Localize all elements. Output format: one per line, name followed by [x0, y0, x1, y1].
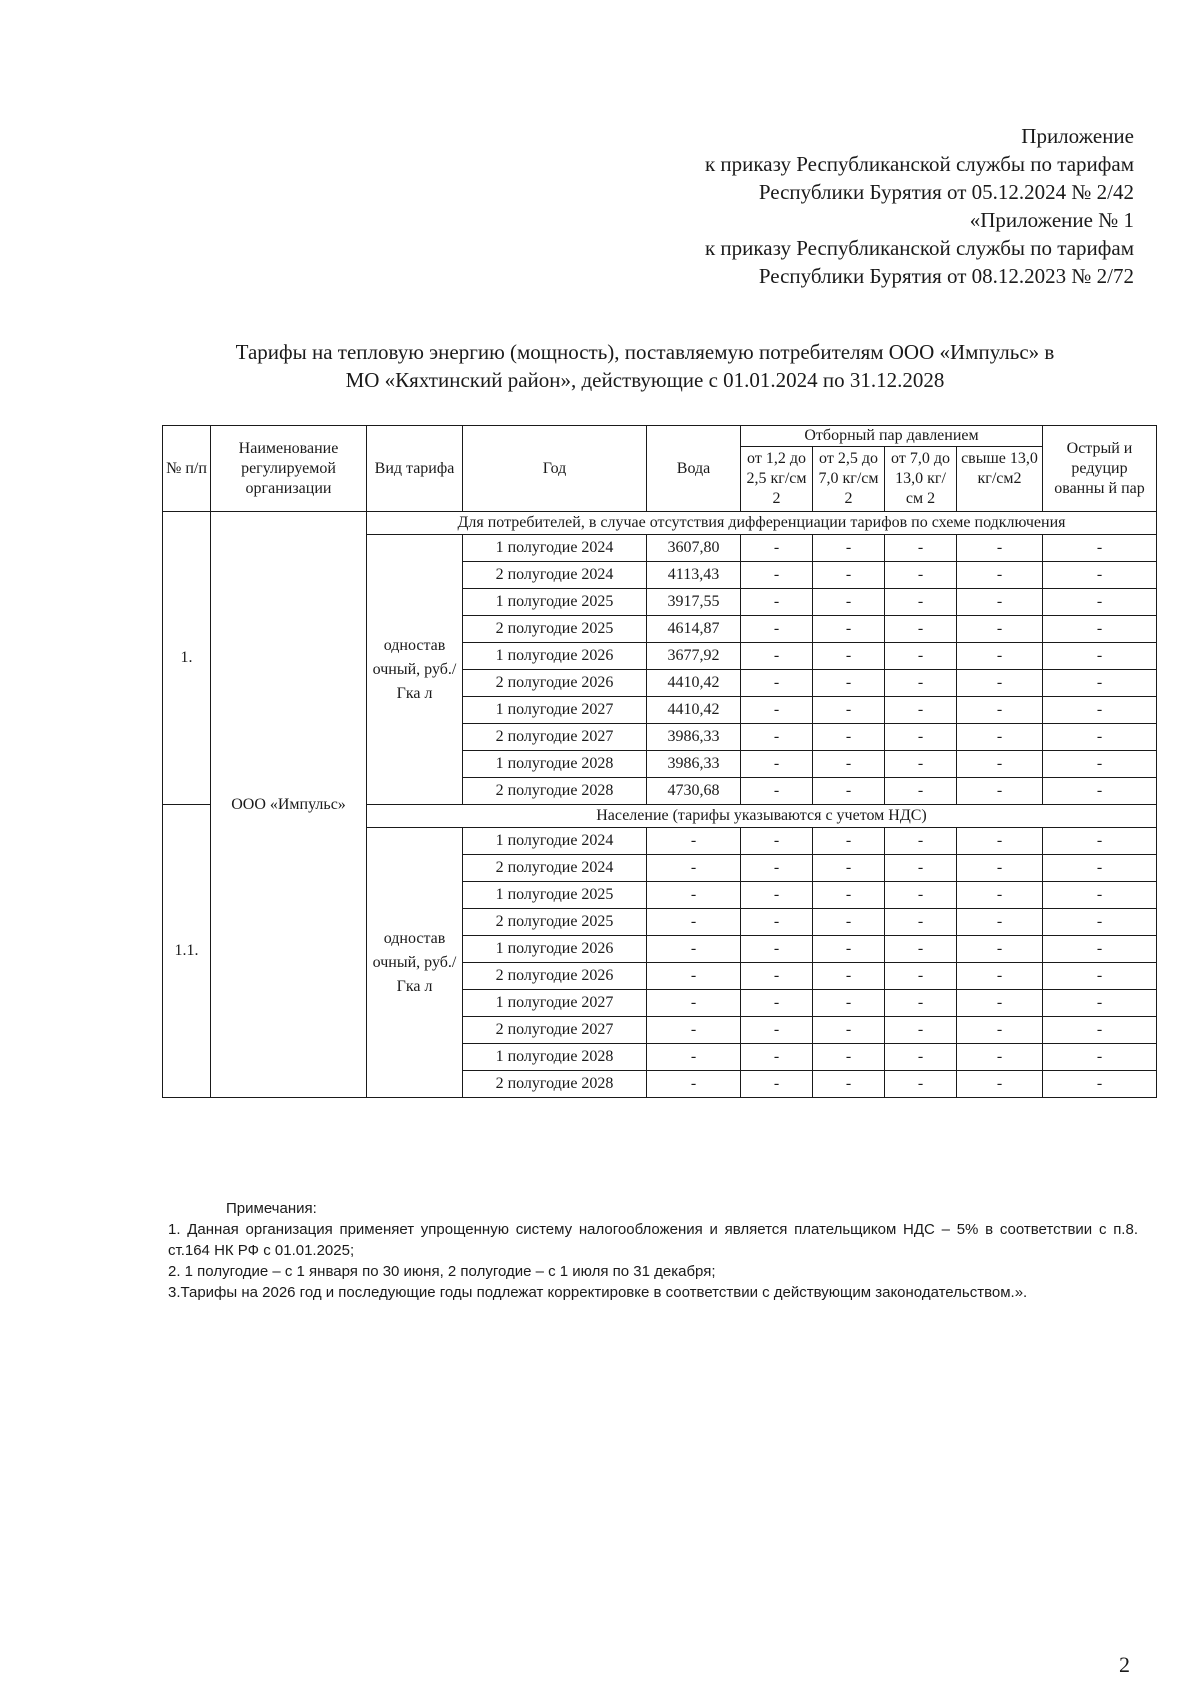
sharp-steam-cell: -: [1043, 1017, 1157, 1044]
steam1-cell: -: [741, 1044, 813, 1071]
steam2-cell: -: [813, 670, 885, 697]
sharp-steam-cell: -: [1043, 855, 1157, 882]
water-cell: -: [647, 990, 741, 1017]
steam4-cell: -: [957, 1017, 1043, 1044]
water-cell: -: [647, 1017, 741, 1044]
period-cell: 2 полугодие 2028: [463, 778, 647, 805]
page-number: 2: [1119, 1652, 1130, 1677]
steam2-cell: -: [813, 616, 885, 643]
steam1-cell: -: [741, 882, 813, 909]
steam2-cell: -: [813, 589, 885, 616]
steam1-cell: -: [741, 909, 813, 936]
steam1-cell: -: [741, 697, 813, 724]
steam3-cell: -: [885, 562, 957, 589]
steam3-cell: -: [885, 670, 957, 697]
steam1-cell: -: [741, 855, 813, 882]
period-cell: 2 полугодие 2024: [463, 855, 647, 882]
category-row: [163, 512, 1157, 535]
period-cell: 1 полугодие 2024: [463, 535, 647, 562]
water-cell: 4113,43: [647, 562, 741, 589]
sharp-steam-cell: -: [1043, 963, 1157, 990]
sharp-steam-cell: -: [1043, 1071, 1157, 1098]
water-cell: 4614,87: [647, 616, 741, 643]
steam3-cell: -: [885, 697, 957, 724]
water-cell: -: [647, 1071, 741, 1098]
sharp-steam-cell: -: [1043, 909, 1157, 936]
notes: [168, 1198, 1138, 1303]
period-cell: 2 полугодие 2026: [463, 963, 647, 990]
sharp-steam-cell: -: [1043, 643, 1157, 670]
note-item: 3.Тарифы на 2026 год и последующие годы подлежат корректировке в соответствии с действующим законодательством.».: [168, 1284, 1028, 1301]
period-cell: 2 полугодие 2025: [463, 909, 647, 936]
period-cell: 1 полугодие 2025: [463, 882, 647, 909]
tariff-table: [162, 425, 1157, 1098]
steam1-cell: -: [741, 562, 813, 589]
steam2-cell: -: [813, 643, 885, 670]
sharp-steam-cell: -: [1043, 589, 1157, 616]
note-item: 2. 1 полугодие – с 1 января по 30 июня, 2 полугодие – с 1 июля по 31 декабря;: [168, 1263, 716, 1280]
steam4-cell: -: [957, 535, 1043, 562]
steam4-cell: -: [957, 936, 1043, 963]
water-cell: -: [647, 936, 741, 963]
steam3-cell: -: [885, 643, 957, 670]
water-cell: 4410,42: [647, 670, 741, 697]
water-cell: 3986,33: [647, 724, 741, 751]
water-cell: -: [647, 1044, 741, 1071]
steam2-cell: -: [813, 828, 885, 855]
period-cell: 1 полугодие 2025: [463, 589, 647, 616]
steam1-cell: -: [741, 751, 813, 778]
header-steam2: от 2,5 до 7,0 кг/см 2: [813, 447, 885, 512]
steam3-cell: -: [885, 882, 957, 909]
steam4-cell: -: [957, 963, 1043, 990]
steam3-cell: -: [885, 963, 957, 990]
header-steam-group: Отборный пар давлением: [741, 426, 1043, 447]
steam2-cell: -: [813, 562, 885, 589]
category-label: Население (тарифы указываются с учетом НДС): [367, 805, 1157, 828]
period-cell: 1 полугодие 2024: [463, 828, 647, 855]
sharp-steam-cell: -: [1043, 828, 1157, 855]
period-cell: 1 полугодие 2027: [463, 990, 647, 1017]
period-cell: 1 полугодие 2028: [463, 751, 647, 778]
sharp-steam-cell: -: [1043, 670, 1157, 697]
sharp-steam-cell: -: [1043, 778, 1157, 805]
sharp-steam-cell: -: [1043, 990, 1157, 1017]
period-cell: 2 полугодие 2024: [463, 562, 647, 589]
period-cell: 2 полугодие 2028: [463, 1071, 647, 1098]
steam3-cell: -: [885, 1017, 957, 1044]
steam3-cell: -: [885, 751, 957, 778]
steam1-cell: -: [741, 589, 813, 616]
steam2-cell: -: [813, 936, 885, 963]
header-org: Наименование регулируемой организации: [211, 426, 367, 512]
steam4-cell: -: [957, 882, 1043, 909]
sharp-steam-cell: -: [1043, 936, 1157, 963]
water-cell: -: [647, 882, 741, 909]
tariff-kind: одностав очный, руб./Гка л: [367, 535, 463, 805]
category-label: Для потребителей, в случае отсутствия дифференциации тарифов по схеме подключения: [367, 512, 1157, 535]
header-year: Год: [463, 426, 647, 512]
steam3-cell: -: [885, 778, 957, 805]
water-cell: 3677,92: [647, 643, 741, 670]
sharp-steam-cell: -: [1043, 882, 1157, 909]
header-line: Приложение: [1021, 124, 1134, 148]
steam3-cell: -: [885, 535, 957, 562]
period-cell: 2 полугодие 2025: [463, 616, 647, 643]
steam1-cell: -: [741, 724, 813, 751]
table-body: [163, 426, 1157, 1098]
steam3-cell: -: [885, 828, 957, 855]
sharp-steam-cell: -: [1043, 697, 1157, 724]
water-cell: -: [647, 828, 741, 855]
document-title: [140, 338, 1150, 394]
period-cell: 2 полугодие 2027: [463, 724, 647, 751]
water-cell: 4730,68: [647, 778, 741, 805]
sharp-steam-cell: -: [1043, 1044, 1157, 1071]
header-steam1: от 1,2 до 2,5 кг/см 2: [741, 447, 813, 512]
steam1-cell: -: [741, 616, 813, 643]
header-steam4: свыше 13,0 кг/см2: [957, 447, 1043, 512]
steam2-cell: -: [813, 1017, 885, 1044]
header-steam3: от 7,0 до 13,0 кг/см 2: [885, 447, 957, 512]
organization-name: ООО «Импульс»: [211, 512, 367, 1098]
steam2-cell: -: [813, 1071, 885, 1098]
steam4-cell: -: [957, 724, 1043, 751]
tariff-kind: одностав очный, руб./Гка л: [367, 828, 463, 1098]
header-line: к приказу Республиканской службы по тарифам: [704, 152, 1134, 176]
steam4-cell: -: [957, 751, 1043, 778]
sharp-steam-cell: -: [1043, 616, 1157, 643]
steam3-cell: -: [885, 990, 957, 1017]
steam2-cell: -: [813, 535, 885, 562]
steam4-cell: -: [957, 1044, 1043, 1071]
steam2-cell: -: [813, 724, 885, 751]
steam1-cell: -: [741, 643, 813, 670]
sharp-steam-cell: -: [1043, 724, 1157, 751]
header-line: Республики Бурятия от 05.12.2024 № 2/42: [758, 180, 1134, 204]
water-cell: 3986,33: [647, 751, 741, 778]
steam4-cell: -: [957, 670, 1043, 697]
period-cell: 1 полугодие 2028: [463, 1044, 647, 1071]
period-cell: 1 полугодие 2026: [463, 643, 647, 670]
appendix-header: [705, 122, 1134, 290]
water-cell: 4410,42: [647, 697, 741, 724]
steam3-cell: -: [885, 1071, 957, 1098]
steam4-cell: -: [957, 909, 1043, 936]
note-item: 1. Данная организация применяет упрощенную систему налогообложения и является плательщиком НДС – 5% в соответствии с п.8. ст.164 НК РФ с 01.01.2025;: [168, 1221, 1138, 1259]
header-water: Вода: [647, 426, 741, 512]
header-sharp: Острый и редуцир ованны й пар: [1043, 426, 1157, 512]
steam3-cell: -: [885, 936, 957, 963]
steam2-cell: -: [813, 882, 885, 909]
steam3-cell: -: [885, 589, 957, 616]
steam4-cell: -: [957, 778, 1043, 805]
steam4-cell: -: [957, 697, 1043, 724]
notes-heading: Примечания:: [226, 1200, 317, 1217]
period-cell: 2 полугодие 2027: [463, 1017, 647, 1044]
header-line: к приказу Республиканской службы по тарифам: [704, 236, 1134, 260]
steam2-cell: -: [813, 778, 885, 805]
steam3-cell: -: [885, 855, 957, 882]
sharp-steam-cell: -: [1043, 535, 1157, 562]
steam3-cell: -: [885, 909, 957, 936]
title-line-1: Тарифы на тепловую энергию (мощность), поставляемую потребителям ООО «Импульс» в: [235, 340, 1055, 364]
steam4-cell: -: [957, 990, 1043, 1017]
steam4-cell: -: [957, 616, 1043, 643]
row-number: 1.1.: [163, 805, 211, 1098]
steam2-cell: -: [813, 909, 885, 936]
row-number: 1.: [163, 512, 211, 805]
water-cell: 3607,80: [647, 535, 741, 562]
sharp-steam-cell: -: [1043, 751, 1157, 778]
water-cell: 3917,55: [647, 589, 741, 616]
period-cell: 2 полугодие 2026: [463, 670, 647, 697]
steam4-cell: -: [957, 589, 1043, 616]
steam1-cell: -: [741, 778, 813, 805]
steam3-cell: -: [885, 616, 957, 643]
steam2-cell: -: [813, 697, 885, 724]
header-row: [163, 426, 1157, 447]
water-cell: -: [647, 855, 741, 882]
sharp-steam-cell: -: [1043, 562, 1157, 589]
steam1-cell: -: [741, 1071, 813, 1098]
steam4-cell: -: [957, 643, 1043, 670]
header-line: Республики Бурятия от 08.12.2023 № 2/72: [758, 264, 1134, 288]
period-cell: 1 полугодие 2026: [463, 936, 647, 963]
steam1-cell: -: [741, 936, 813, 963]
steam4-cell: -: [957, 1071, 1043, 1098]
steam1-cell: -: [741, 670, 813, 697]
steam2-cell: -: [813, 751, 885, 778]
water-cell: -: [647, 909, 741, 936]
steam2-cell: -: [813, 963, 885, 990]
steam1-cell: -: [741, 828, 813, 855]
steam4-cell: -: [957, 855, 1043, 882]
header-line: «Приложение № 1: [969, 208, 1134, 232]
header-num: № п/п: [163, 426, 211, 512]
steam1-cell: -: [741, 535, 813, 562]
steam4-cell: -: [957, 562, 1043, 589]
steam1-cell: -: [741, 990, 813, 1017]
header-kind: Вид тарифа: [367, 426, 463, 512]
steam3-cell: -: [885, 724, 957, 751]
steam2-cell: -: [813, 990, 885, 1017]
steam1-cell: -: [741, 1017, 813, 1044]
steam2-cell: -: [813, 855, 885, 882]
water-cell: -: [647, 963, 741, 990]
steam1-cell: -: [741, 963, 813, 990]
period-cell: 1 полугодие 2027: [463, 697, 647, 724]
steam3-cell: -: [885, 1044, 957, 1071]
steam4-cell: -: [957, 828, 1043, 855]
steam2-cell: -: [813, 1044, 885, 1071]
title-line-2: МО «Кяхтинский район», действующие с 01.01.2024 по 31.12.2028: [345, 368, 945, 392]
